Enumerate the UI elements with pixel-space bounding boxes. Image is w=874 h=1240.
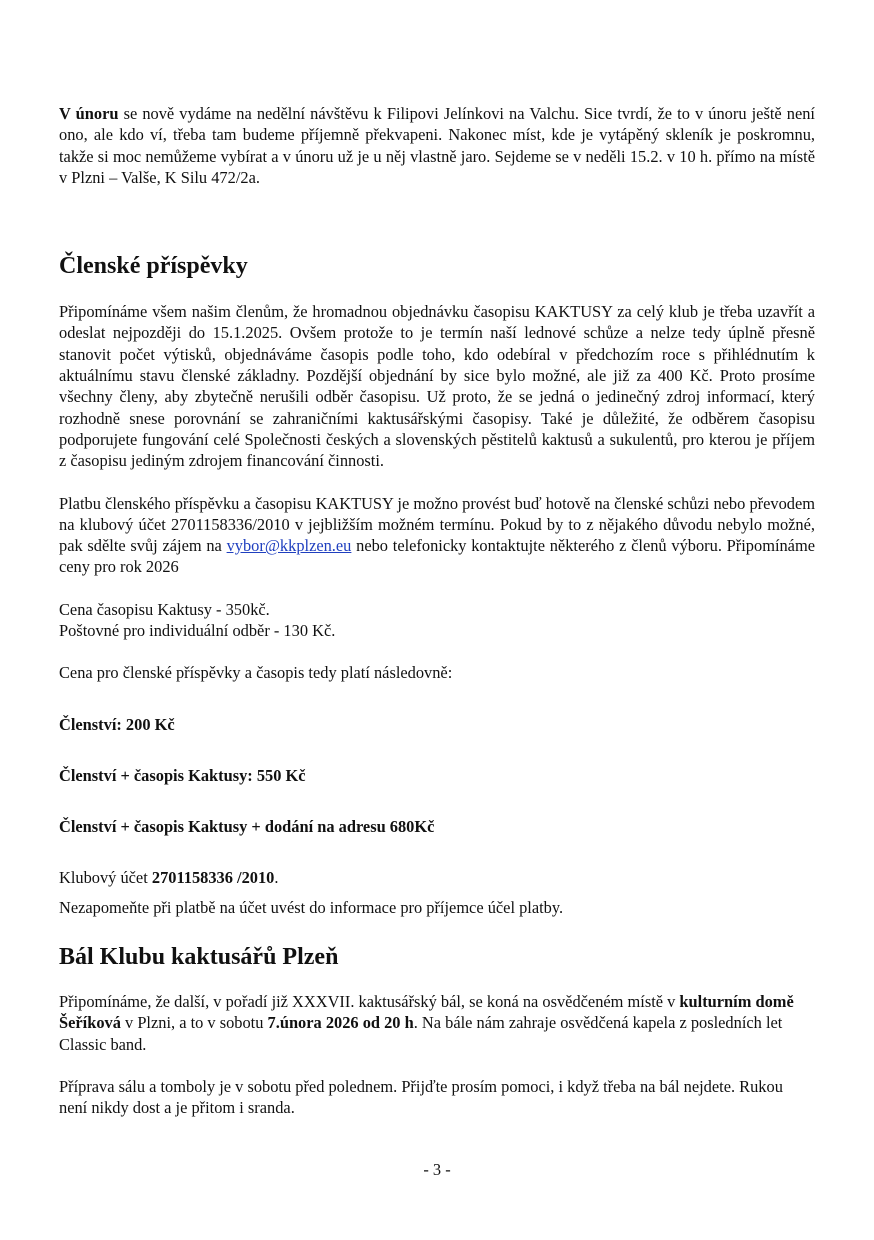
club-account-label: Klubový účet <box>59 867 152 887</box>
price-tier-membership: Členství: 200 Kč <box>59 714 175 734</box>
fees-para2-start: Platbu členského příspěvku a časopisu KAKTUSY je možno provést buď hotově na členské schůzi nebo převodem na klubový účet 2701158336/2010 v jejbližším možném termínu. Pokud by to z nějakého důvodu nebylo možné, pak sdělte svůj zájem na <box>59 493 815 556</box>
document-page <box>59 103 815 1119</box>
price-postage: Poštovné pro individuální odběr - 130 Kč. <box>59 621 336 641</box>
price-tier-membership-magazine: Členství + časopis Kaktusy: 550 Kč <box>59 765 306 785</box>
ball-paragraph-2: Příprava sálu a tomboly je v sobotu před polednem. Přijďte prosím pomoci, i když třeba na bál nejdete. Rukou není nikdy dost a je přitom i sranda. <box>59 1077 783 1118</box>
fees-paragraph-2 <box>59 493 815 578</box>
intro-paragraph <box>59 103 815 188</box>
club-account <box>59 867 815 888</box>
email-link[interactable]: vybor@kkplzen.eu <box>226 536 352 556</box>
ball-date: 7.února 2026 od 20 h <box>267 1013 414 1033</box>
ball-heading: Bál Klubu kaktusářů Plzeň <box>59 944 339 971</box>
intro-text: se nově vydáme na nedělní návštěvu k Filipovi Jelínkovi na Valchu. Sice tvrdí, že to v únoru ještě není ono, ale kdo ví, třeba tam budeme příjemně překvapeni. Nakonec míst, kde je vytápěný skleník je poskromnu, takže si moc nemůžeme vybírat a v únoru už je u něj vlastně jaro. Sejdeme se v neděli 15.2. v 10 h. přímo na místě v Plzni – Valše, K Silu 472/2a. <box>59 104 815 187</box>
page-number: - 3 - <box>423 1160 451 1179</box>
ball-p1-c: v Plzni, a to v sobotu <box>120 1013 268 1033</box>
fees-paragraph-1: Připomínáme všem našim členům, že hromadnou objednávku časopisu KAKTUSY za celý klub je třeba uzavřít a odeslat nejpozději do 15.1.2025. Ovšem protože to je termín naší lednové schůze a nelze tedy úplně přesně stanovit počet výtisků, objednáváme časopis podle toho, kdo odebíral v předchozím roce s přihlédnutím k aktuálnímu stavu členské základny. Pozdější objednání by sice bylo možné, ale již za 400 Kč. Proto prosíme všechny členy, aby zbytečně nerušili odběr časopisu. Už proto, že se jedná o jedinečný zdroj informací, který rozhodně snese porovnání se zahraničními kaktusářskými časopisy. Také je důležité, že odběrem časopisu podporujete fungování celé Společnosti českých a slovenských pěstitelů kaktusů a sukulentů, pro kterou je příjem z časopisu jediným zdrojem financování činnosti. <box>59 302 815 471</box>
ball-p1-a: Připomínáme, že další, v pořadí již XXXVII. kaktusářský bál, se koná na osvědčeném místě v <box>59 992 680 1012</box>
intro-bold-lead: V únoru <box>59 104 119 123</box>
fees-heading: Členské příspěvky <box>59 253 248 280</box>
club-account-number: 2701158336 /2010 <box>151 867 275 887</box>
ball-paragraph-1 <box>59 991 815 1055</box>
ball-p1-e: . Na bále nám zahraje osvědčená kapela z posledních let Classic band. <box>59 1013 783 1054</box>
price-tier-membership-magazine-delivery: Členství + časopis Kaktusy + dodání na adresu 680Kč <box>59 817 435 837</box>
ball-venue: kulturním domě Šeříková <box>59 992 794 1033</box>
prices-intro: Cena pro členské příspěvky a časopis tedy platí následovně: <box>59 663 453 683</box>
payment-reminder: Nezapomeňte při platbě na účet uvést do informace pro příjemce účel platby. <box>59 897 564 917</box>
fees-para2-end: nebo telefonicky kontaktujte některého z členů výboru. Připomínáme ceny pro rok 2026 <box>59 536 815 577</box>
club-account-end: . <box>274 867 279 887</box>
price-magazine: Cena časopisu Kaktusy - 350kč. <box>59 599 270 619</box>
